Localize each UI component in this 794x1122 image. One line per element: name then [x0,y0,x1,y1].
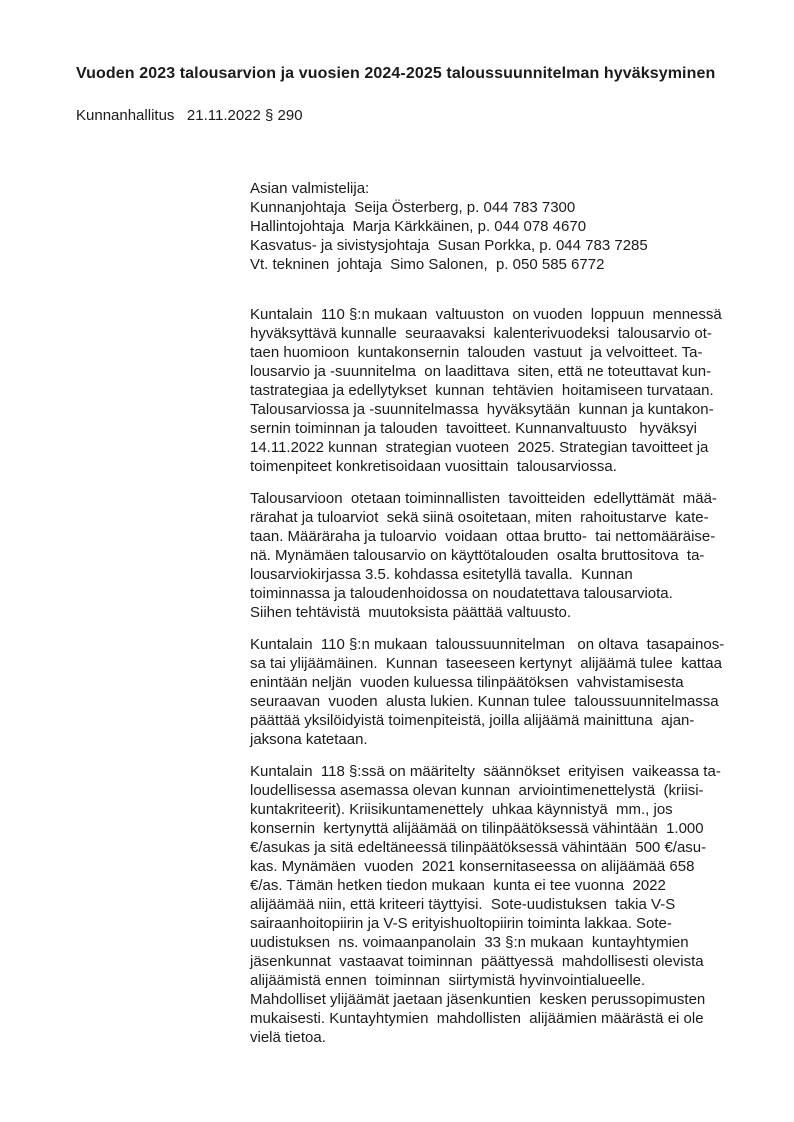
paragraph-line: mukaisesti. Kuntayhtymien mahdollisten alijäämien määrästä ei ole [250,1010,704,1027]
paragraph-line: alijäämistä ennen toiminnan siirtymistä hyvinvointialueelle. [250,972,646,989]
preparer-line: Kasvatus- ja sivistysjohtaja Susan Porkka, p. 044 783 7285 [250,237,648,254]
paragraph [250,305,750,476]
paragraph-line: hyväksyttävä kunnalle seuraavaksi kalenterivuodeksi talousarvio ot- [250,325,712,342]
paragraph-line: €/as. Tämän hetken tiedon mukaan kunta ei tee vuonna 2022 [250,877,666,894]
paragraph-line: kas. Mynämäen vuoden 2021 konsernitaseessa on alijäämää 658 [250,858,695,875]
paragraph-line: alijäämää niin, että kriteeri täyttyisi. Sote-uudistuksen takia V-S [250,896,676,913]
paragraph-line: Talousarviossa ja -suunnitelmassa hyväksytään kunnan ja kuntakon- [250,401,714,418]
paragraph-line: toimenpiteet konkretisoidaan vuosittain talousarviossa. [250,458,617,475]
paragraph-line: enintään neljän vuoden kuluessa tilinpäätöksen vahvistamisesta [250,674,684,691]
document-title: Vuoden 2023 talousarvion ja vuosien 2024-2025 taloussuunnitelman hyväksyminen [76,65,716,82]
indented-content [250,179,750,1047]
preparers-block [250,179,750,274]
committee-date-line: Kunnanhallitus 21.11.2022 § 290 [76,107,303,124]
paragraph-line: jäsenkunnat vastaavat toiminnan päättyessä mahdollisesti olevista [250,953,704,970]
paragraph-line: lousarviokirjassa 3.5. kohdassa esitetyllä tavalla. Kunnan [250,566,633,583]
paragraph-line: sa tai ylijäämäinen. Kunnan taseeseen kertynyt alijäämä tulee kattaa [250,655,722,672]
preparer-line: Vt. tekninen johtaja Simo Salonen, p. 050 585 6772 [250,256,605,273]
paragraph-line: seuraavan vuoden alusta lukien. Kunnan tulee taloussuunnitelmassa [250,693,719,710]
paragraph-line: Mahdolliset ylijäämät jaetaan jäsenkuntien kesken perussopimusten [250,991,706,1008]
paragraph [250,489,750,622]
preparers-list [250,198,750,274]
paragraph-line: 14.11.2022 kunnan strategian vuoteen 2025. Strategian tavoitteet ja [250,439,709,456]
paragraph-line: Kuntalain 118 §:ssä on määritelty säännökset erityisen vaikeassa ta- [250,763,721,780]
paragraph-line: toiminnassa ja taloudenhoidossa on noudatettava talousarviota. [250,585,673,602]
preparer-line: Kunnanjohtaja Seija Österberg, p. 044 783 7300 [250,199,576,216]
paragraph-line: vielä tietoa. [250,1029,326,1046]
paragraph-line: tastrategiaa ja edellytykset kunnan tehtävien hoitamiseen turvataan. [250,382,714,399]
paragraph-line: taan. Määräraha ja tuloarvio voidaan ottaa brutto- tai nettomääräise- [250,528,716,545]
paragraph-line: taen huomioon kuntakonsernin talouden vastuut ja velvoitteet. Ta- [250,344,703,361]
paragraph-line: konsernin kertynyttä alijäämää on tilinpäätöksessä vähintään 1.000 [250,820,704,837]
paragraph-line: kuntakriteerit). Kriisikuntamenettely uhkaa käynnistyä mm., jos [250,801,673,818]
paragraph-line: rärahat ja tuloarviot sekä siinä osoitetaan, miten rahoitustarve kate- [250,509,709,526]
preparer-line: Hallintojohtaja Marja Kärkkäinen, p. 044 078 4670 [250,218,587,235]
paragraph-line: Siihen tehtävistä muutoksista päättää valtuusto. [250,604,572,621]
preparers-heading: Asian valmistelija: [250,180,370,197]
document-body [250,305,750,1047]
paragraph-line: Kuntalain 110 §:n mukaan taloussuunnitelman on oltava tasapainos- [250,636,725,653]
paragraph [250,762,750,1047]
paragraph-line: päättää yksilöidyistä toimenpiteistä, joilla alijäämä mainittuna ajan- [250,712,695,729]
paragraph-line: sernin toiminnan ja talouden tavoitteet. Kunnanvaltuusto hyväksyi [250,420,697,437]
paragraph-line: sairaanhoitopiirin ja V-S erityishuoltopiirin toiminta lakkaa. Sote- [250,915,672,932]
paragraph [250,635,750,749]
paragraph-line: nä. Mynämäen talousarvio on käyttötalouden osalta bruttositova ta- [250,547,705,564]
paragraph-line: Talousarvioon otetaan toiminnallisten tavoitteiden edellyttämät mää- [250,490,717,507]
paragraph-line: loudellisessa asemassa olevan kunnan arviointimenettelystä (kriisi- [250,782,704,799]
paragraph-line: Kuntalain 110 §:n mukaan valtuuston on vuoden loppuun mennessä [250,306,722,323]
paragraph-line: jaksona katetaan. [250,731,368,748]
paragraph-line: lousarvio ja -suunnitelma on laadittava siten, että ne toteuttavat kun- [250,363,712,380]
paragraph-line: €/asukas ja sitä edeltäneessä tilinpäätöksessä vähintään 500 €/asu- [250,839,707,856]
paragraph-line: uudistuksen ns. voimaanpanolain 33 §:n mukaan kuntayhtymien [250,934,689,951]
